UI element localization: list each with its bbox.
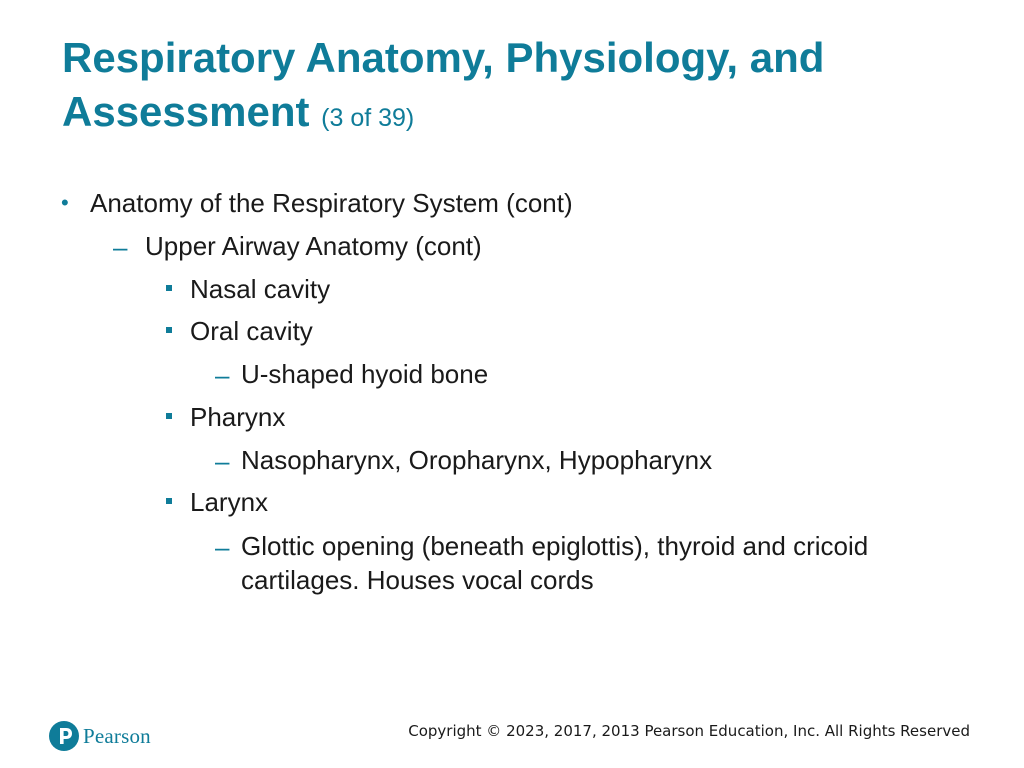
pearson-logo	[49, 718, 151, 754]
bullet-square-icon	[166, 327, 172, 333]
bullet-dash-icon: –	[215, 532, 230, 562]
bullet-square-icon	[166, 285, 172, 291]
outline-item-hyoid-bone: U-shaped hyoid bone	[241, 359, 489, 389]
outline-level2-item: Upper Airway Anatomy (cont)	[145, 231, 482, 261]
pearson-p-glyph	[49, 721, 79, 751]
outline-item-nasal-cavity: Nasal cavity	[190, 274, 331, 304]
outline-level1-item: Anatomy of the Respiratory System (cont)	[90, 188, 573, 218]
bullet-dash-icon: –	[113, 232, 128, 262]
outline-item-pharynx: Pharynx	[190, 402, 286, 432]
bullet-dash-icon: –	[215, 446, 230, 476]
bullet-square-icon	[166, 498, 172, 504]
outline-item-pharynx-parts: Nasopharynx, Oropharynx, Hypopharynx	[241, 445, 713, 475]
bullet-square-icon	[166, 413, 172, 419]
outline-item-larynx-details: Glottic opening (beneath epiglottis), thyroid and cricoid cartilages. Houses vocal cords	[241, 531, 869, 595]
pearson-logo-icon	[49, 721, 79, 751]
outline-item-oral-cavity: Oral cavity	[190, 316, 313, 346]
bullet-dot-icon: •	[61, 190, 69, 215]
pearson-wordmark: Pearson	[83, 723, 151, 748]
outline-item-larynx: Larynx	[190, 487, 269, 517]
copyright-notice: Copyright © 2023, 2017, 2013 Pearson Education, Inc. All Rights Reserved	[408, 722, 970, 740]
bullet-dash-icon: –	[215, 360, 230, 390]
slide-counter: (3 of 39)	[321, 104, 415, 132]
slide-title-text: Respiratory Anatomy, Physiology, and Assessment	[62, 34, 825, 135]
